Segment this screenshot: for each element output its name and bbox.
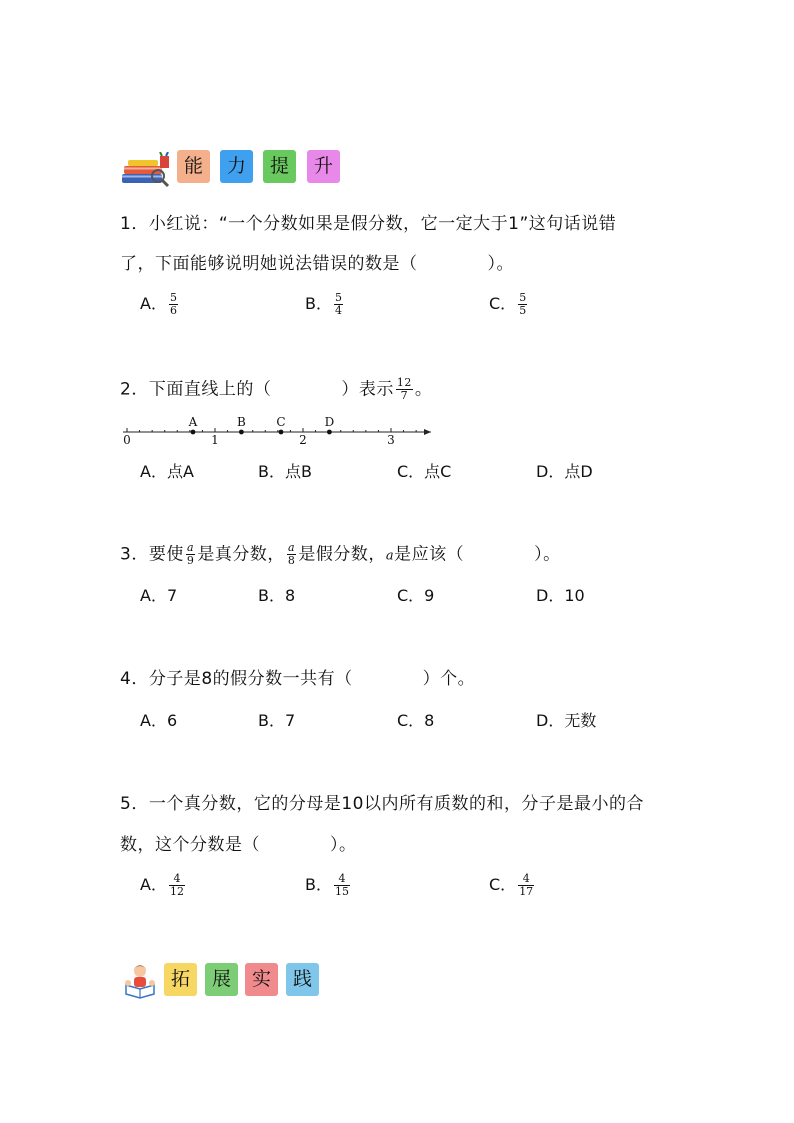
q3-option-a[interactable]: A．7 bbox=[140, 586, 178, 605]
q4-option-c[interactable]: C．8 bbox=[397, 711, 435, 730]
q3-prefix: 3．要使 bbox=[120, 544, 184, 565]
q4-option-a[interactable]: A．6 bbox=[140, 711, 178, 730]
q3-mid2: 是假分数， bbox=[298, 544, 386, 565]
fraction: $\frac{5}{5}$ bbox=[519, 291, 527, 317]
fraction: $\frac{4}{15}$ bbox=[334, 872, 349, 898]
q4-text: 4．分子是8的假分数一共有（ ）个。 bbox=[120, 669, 476, 689]
section-header-expand bbox=[120, 963, 350, 999]
q1-option-c[interactable] bbox=[489, 292, 529, 317]
q2-end: 。 bbox=[414, 379, 433, 400]
q1-option-a[interactable] bbox=[140, 292, 180, 317]
q3-mid1: 是真分数， bbox=[197, 544, 285, 565]
q5-option-a[interactable] bbox=[140, 873, 187, 898]
q2-text bbox=[120, 377, 432, 402]
point-b bbox=[239, 430, 244, 435]
q1-line1: 1．小红说：“一个分数如果是假分数，它一定大于1”这句话说错 bbox=[120, 214, 617, 234]
q4-option-b[interactable]: B．7 bbox=[258, 711, 296, 730]
q2-option-a[interactable]: A．点A bbox=[140, 462, 194, 481]
option-label: C． bbox=[489, 294, 517, 313]
section-header-ability bbox=[120, 150, 350, 188]
point-label: B bbox=[236, 415, 246, 429]
fraction: $\frac{4}{17}$ bbox=[519, 872, 534, 898]
q2-option-d[interactable]: D．点D bbox=[536, 462, 593, 481]
option-label: C． bbox=[489, 875, 517, 894]
q1-line2: 了，下面能够说明她说法错误的数是（ ）。 bbox=[120, 254, 514, 274]
fraction: $\frac{12}{7}$ bbox=[396, 376, 412, 402]
point-label: D bbox=[324, 415, 335, 429]
point-label: A bbox=[188, 415, 198, 429]
q3-variable: a bbox=[385, 548, 395, 564]
tick-label: 2 bbox=[299, 433, 307, 447]
q3-text bbox=[120, 542, 561, 569]
q5-option-c[interactable] bbox=[489, 873, 536, 898]
q3-option-c[interactable]: C．9 bbox=[397, 586, 435, 605]
fraction: $\frac{4}{12}$ bbox=[169, 872, 184, 898]
point-d bbox=[327, 430, 332, 435]
q5-option-b[interactable] bbox=[305, 873, 352, 898]
section-char-1: 能 bbox=[177, 150, 210, 183]
q2-option-c[interactable]: C．点C bbox=[397, 462, 452, 481]
option-label: B． bbox=[305, 875, 332, 894]
fraction: $\frac{5}{4}$ bbox=[334, 291, 342, 317]
point-c bbox=[279, 430, 284, 435]
fraction: $\frac{a}{9}$ bbox=[186, 541, 195, 567]
q3-option-d[interactable]: D．10 bbox=[536, 586, 585, 605]
section-char-3: 实 bbox=[245, 963, 278, 996]
q5-line1: 5．一个真分数，它的分母是10以内所有质数的和，分子是最小的合 bbox=[120, 794, 644, 814]
point-label: C bbox=[276, 415, 286, 429]
q5-line2: 数，这个分数是（ ）。 bbox=[120, 835, 357, 855]
section-char-4: 升 bbox=[307, 150, 340, 183]
axis-arrow bbox=[424, 429, 431, 435]
number-line bbox=[115, 408, 435, 448]
books-icon bbox=[120, 152, 172, 188]
point-a bbox=[191, 430, 196, 435]
option-label: A． bbox=[140, 875, 167, 894]
tick-label: 1 bbox=[211, 433, 219, 447]
q4-option-d[interactable]: D．无数 bbox=[536, 711, 597, 730]
fraction: $\frac{a}{8}$ bbox=[287, 541, 296, 567]
option-label: B． bbox=[305, 294, 332, 313]
section-char-2: 力 bbox=[220, 150, 253, 183]
tick-label: 0 bbox=[123, 433, 131, 447]
section-char-4: 践 bbox=[286, 963, 319, 996]
tick-label: 3 bbox=[387, 433, 395, 447]
q1-option-b[interactable] bbox=[305, 292, 345, 317]
option-label: A． bbox=[140, 294, 167, 313]
section-char-2: 展 bbox=[205, 963, 238, 996]
section-char-1: 拓 bbox=[164, 963, 197, 996]
q3-suffix: 是应该（ ）。 bbox=[394, 544, 561, 565]
fraction: $\frac{5}{6}$ bbox=[169, 291, 177, 317]
reading-child-icon bbox=[122, 963, 160, 999]
q2-stem: 2．下面直线上的（ ）表示 bbox=[120, 379, 394, 400]
q3-option-b[interactable]: B．8 bbox=[258, 586, 296, 605]
q2-option-b[interactable]: B．点B bbox=[258, 462, 312, 481]
section-char-3: 提 bbox=[263, 150, 296, 183]
